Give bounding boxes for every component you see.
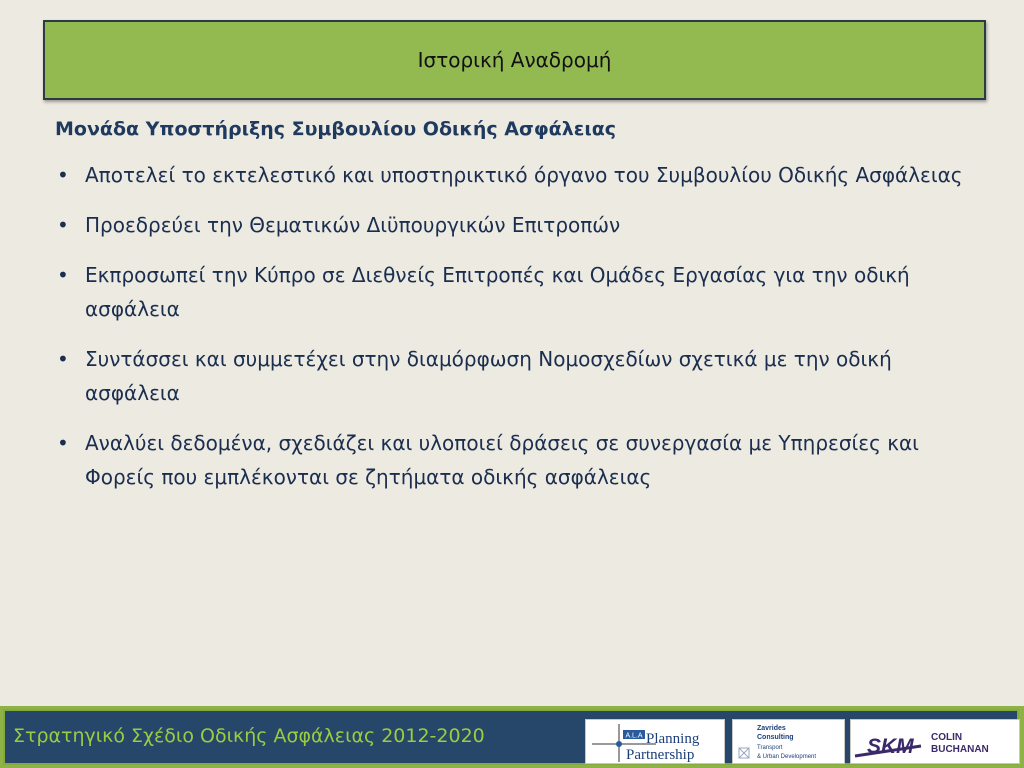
title-bar bbox=[43, 20, 986, 100]
footer-title: Στρατηγικό Σχέδιο Οδικής Ασφάλειας 2012-2020 bbox=[13, 725, 485, 747]
slide-title: Ιστορική Αναδρομή bbox=[417, 48, 612, 72]
bullet-dot-icon: • bbox=[57, 347, 69, 371]
zavrides-line2: Consulting bbox=[757, 734, 794, 741]
bullet-text: Αναλύει δεδομένα, σχεδιάζει και υλοποιεί δράσεις σε συνεργασία με Υπηρεσίες και Φορείς που εμπλέκονται σε ζητήματα οδικής ασφάλειας bbox=[85, 431, 919, 489]
bullet-dot-icon: • bbox=[57, 263, 69, 287]
bullet-text: Αποτελεί το εκτελεστικό και υποστηρικτικό όργανο του Συμβουλίου Οδικής Ασφάλειας bbox=[85, 163, 963, 187]
bullet-dot-icon: • bbox=[57, 163, 69, 187]
bullet-item bbox=[55, 208, 975, 242]
skm-line2: BUCHANAN bbox=[931, 744, 989, 755]
zavrides-consulting-logo bbox=[732, 719, 845, 764]
footer-panel bbox=[3, 709, 1019, 765]
bullet-dot-icon: • bbox=[57, 431, 69, 455]
slide-content bbox=[55, 118, 975, 510]
skm-mark: SKM bbox=[867, 735, 914, 758]
bullet-list bbox=[55, 158, 975, 494]
footer-bar bbox=[0, 706, 1024, 768]
bullet-text: Προεδρεύει την Θεματικών Διϋπουργικών Επιτροπών bbox=[85, 213, 621, 237]
skm-colin-buchanan-logo bbox=[850, 719, 1020, 764]
bullet-item bbox=[55, 426, 975, 494]
slide-subheading: Μονάδα Υποστήριξης Συμβουλίου Οδικής Ασφάλειας bbox=[55, 118, 617, 140]
bullet-item bbox=[55, 342, 975, 410]
skm-line1: COLIN bbox=[931, 732, 963, 743]
skm-logo-graphic bbox=[851, 720, 1020, 764]
zavrides-line1: Zavrides bbox=[757, 725, 786, 732]
zavrides-line3: Transport bbox=[757, 745, 783, 751]
bullet-text: Εκπροσωπεί την Κύπρο σε Διεθνείς Επιτροπές και Ομάδες Εργασίας για την οδική ασφάλεια bbox=[85, 263, 910, 321]
zavrides-logo-graphic bbox=[733, 720, 845, 764]
ala-line1: Planning bbox=[646, 731, 700, 747]
ala-line2: Partnership bbox=[626, 747, 695, 763]
zavrides-line4: & Urban Development bbox=[757, 754, 817, 760]
ala-planning-partnership-logo bbox=[585, 719, 725, 764]
bullet-item bbox=[55, 158, 975, 192]
bullet-item bbox=[55, 258, 975, 326]
bullet-text: Συντάσσει και συμμετέχει στην διαμόρφωση Νομοσχεδίων σχετικά με την οδική ασφάλεια bbox=[85, 347, 892, 405]
ala-badge: A.L.A bbox=[625, 732, 643, 740]
ala-logo-graphic bbox=[586, 720, 725, 764]
bullet-dot-icon: • bbox=[57, 213, 69, 237]
